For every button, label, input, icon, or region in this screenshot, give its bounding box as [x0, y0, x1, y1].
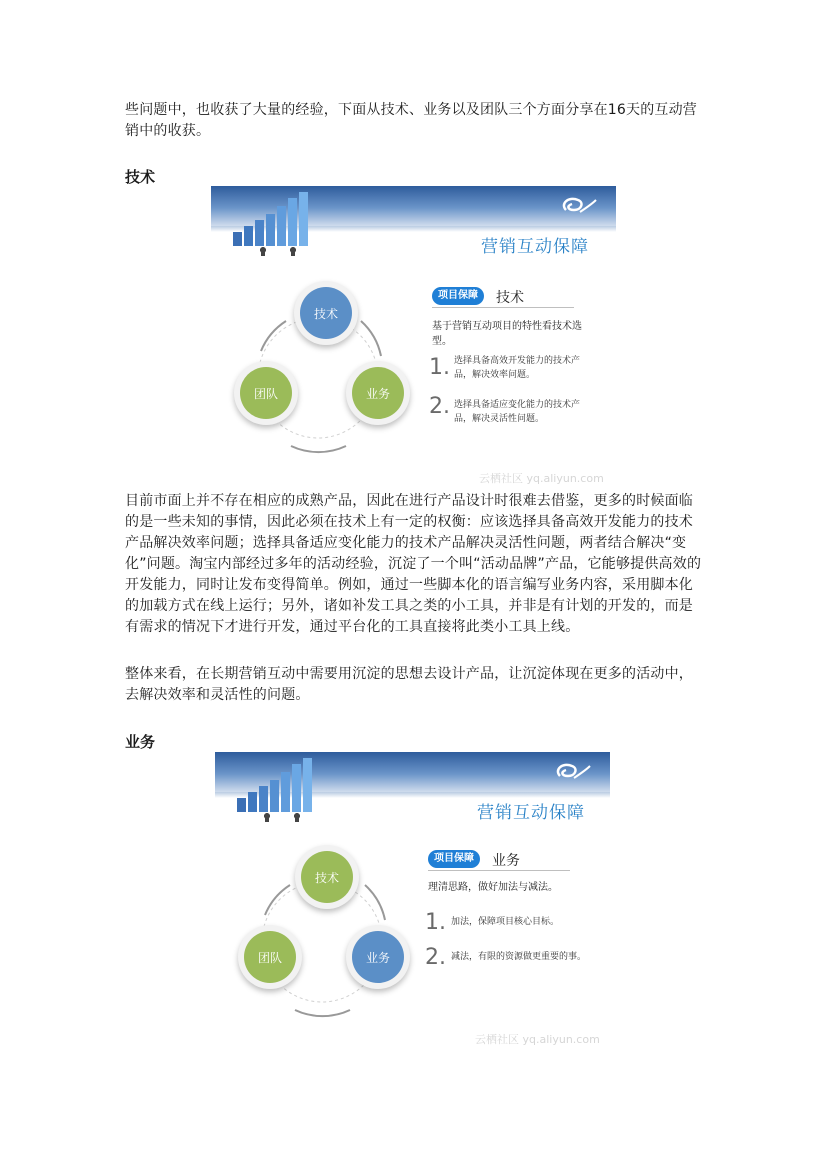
item-number-2: 2. — [429, 394, 450, 419]
tag-heading: 技术 — [496, 290, 524, 306]
circle-team — [234, 361, 298, 425]
slide-title: 营销互动保障 — [481, 237, 589, 257]
watermark: 云栖社区 yq.aliyun.com — [475, 1033, 600, 1046]
body-paragraph-1: 目前市面上并不存在相应的成熟产品，因此在进行产品设计时很难去借鉴，更多的时候面临的是一些未知的事情，因此必须在技术上有一定的权衡：应该选择具备高效开发能力的技术产品解决效率问题；选择具备适应变化能力的技术产品解决灵活性问题，两者结合解决“变化”问题。淘宝内部经过多年的活动经验，沉淀了一个叫“活动品牌”产品，它能够提供高效的开发能力，同时让发布变得简单。例如，通过一些脚本化的语言编写业务内容，采用脚本化的加载方式在线上运行；另外，诸如补发工具之类的小工具，并非是有计划的开发的，而是有需求的情况下才进行开发，通过平台化的工具直接将此类小工具上线。 — [125, 493, 702, 635]
slide-title: 营销互动保障 — [477, 803, 585, 823]
item-text-2: 选择具备适应变化能力的技术产品，解决灵活性问题。 — [454, 400, 581, 424]
alibaba-logo-icon — [558, 194, 598, 218]
circle-team — [238, 925, 302, 989]
item-text-2: 减法，有限的资源做更重要的事。 — [451, 952, 587, 962]
circle-business — [346, 361, 410, 425]
tag-divider — [432, 307, 574, 308]
tag-heading: 业务 — [492, 853, 520, 869]
slide-tech — [211, 186, 616, 486]
circle-tech — [295, 845, 359, 909]
circle-team-label: 团队 — [244, 931, 296, 983]
tag-divider — [428, 870, 570, 871]
growth-chart-icon — [237, 756, 322, 822]
circle-team-label: 团队 — [240, 367, 292, 419]
item-text-1: 加法，保障项目核心目标。 — [451, 917, 560, 927]
business-heading: 业务 — [125, 733, 156, 751]
slide-description: 基于营销互动项目的特性看技术选型。 — [432, 321, 582, 347]
intro-paragraph: 些问题中，也收获了大量的经验，下面从技术、业务以及团队三个方面分享在16天的互动营销中的收获。 — [125, 102, 698, 139]
slide-description: 理清思路，做好加法与减法。 — [428, 882, 558, 893]
growth-chart-icon — [233, 190, 318, 256]
item-number-1: 1. — [425, 910, 446, 935]
project-tag: 项目保障 — [432, 287, 484, 305]
circle-tech — [294, 281, 358, 345]
tech-heading: 技术 — [125, 168, 156, 186]
body-paragraph-2: 整体来看，在长期营销互动中需要用沉淀的思想去设计产品，让沉淀体现在更多的活动中，去解决效率和灵活性的问题。 — [125, 666, 693, 703]
alibaba-logo-icon — [552, 760, 592, 784]
watermark: 云栖社区 yq.aliyun.com — [479, 472, 604, 485]
item-number-2: 2. — [425, 945, 446, 970]
circle-business-label: 业务 — [352, 367, 404, 419]
item-number-1: 1. — [429, 355, 450, 380]
circle-business-label: 业务 — [352, 931, 404, 983]
circle-tech-label: 技术 — [301, 851, 353, 903]
item-text-1: 选择具备高效开发能力的技术产品，解决效率问题。 — [454, 356, 581, 380]
slide-business — [215, 752, 610, 1052]
circle-tech-label: 技术 — [300, 287, 352, 339]
circle-business — [346, 925, 410, 989]
project-tag: 项目保障 — [428, 850, 480, 868]
